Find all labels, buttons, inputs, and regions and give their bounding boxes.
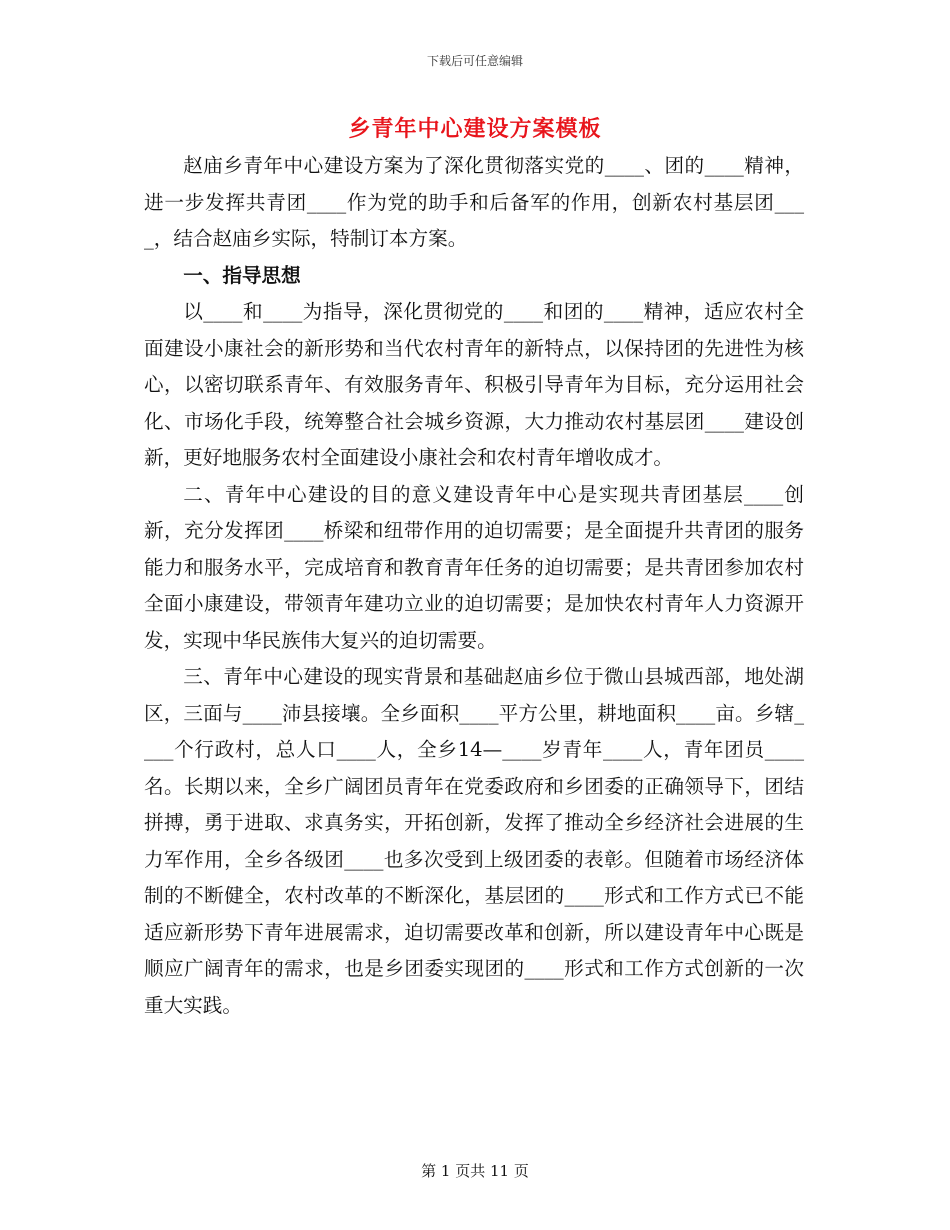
paragraph-intro: 赵庙乡青年中心建设方案为了深化贯彻落实党的____、团的____精神，进一步发挥共青团____作为党的助手和后备军的作用，创新农村基层团____，结合赵庙乡实际，特制订本方案。 — [144, 154, 804, 250]
page-number: 第 1 页共 11 页 — [421, 1162, 529, 1180]
section-heading-guiding-thought: 一、指导思想 — [183, 263, 301, 287]
paragraph-purpose: 二、青年中心建设的目的意义建设青年中心是实现共青团基层____创新，充分发挥团____桥梁和纽带作用的迫切需要；是全面提升共青团的服务能力和服务水平，完成培育和教育青年任务的迫切需要；是共青团参加农村全面小康建设，带领青年建功立业的迫切需要；是加快农村青年人力资源开发，实现中华民族伟大复兴的迫切需要。 — [144, 482, 804, 652]
document-title: 乡青年中心建设方案模板 — [348, 116, 602, 142]
header-note: 下载后可任意编辑 — [426, 54, 523, 68]
document-body — [144, 148, 804, 1024]
paragraph-background: 三、青年中心建设的现实背景和基础赵庙乡位于微山县城西部，地处湖区，三面与____沛县接壤。全乡面积____平方公里，耕地面积____亩。乡辖____个行政村，总人口____人，全乡14—____岁青年____人，青年团员____名。长期以来，全乡广阔团员青年在党委政府和乡团委的正确领导下，团结拼搏，勇于进取、求真务实，开拓创新，发挥了推动全乡经济社会进展的生力军作用，全乡各级团____也多次受到上级团委的表彰。但随着市场经济体制的不断健全，农村改革的不断深化，基层团的____形式和工作方式已不能适应新形势下青年进展需求，迫切需要改革和创新，所以建设青年中心既是顺应广阔青年的需求，也是乡团委实现团的____形式和工作方式创新的一次重大实践。 — [144, 665, 804, 1017]
paragraph-guiding-thought: 以____和____为指导，深化贯彻党的____和团的____精神，适应农村全面建设小康社会的新形势和当代农村青年的新特点，以保持团的先进性为核心，以密切联系青年、有效服务青年、积极引导青年为目标，充分运用社会化、市场化手段，统筹整合社会城乡资源，大力推动农村基层团____建设创新，更好地服务农村全面建设小康社会和农村青年增收成才。 — [144, 300, 804, 469]
